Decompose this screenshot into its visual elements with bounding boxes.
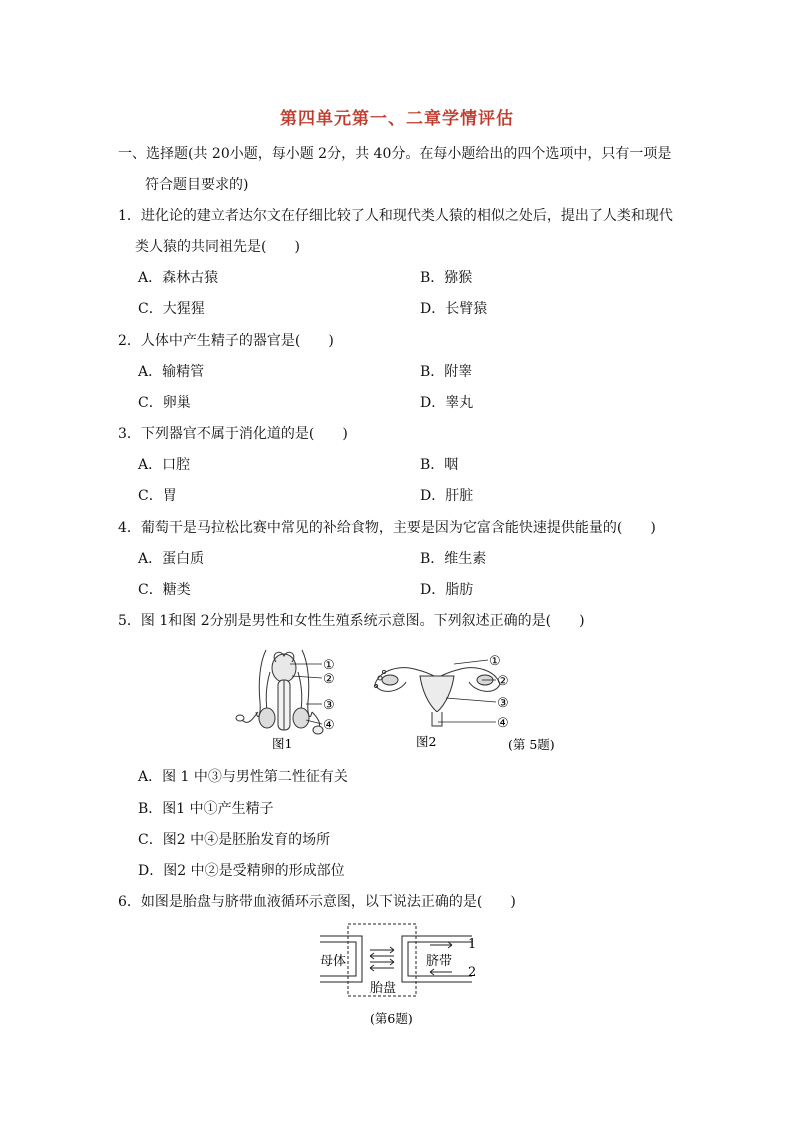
question-5-stem: 5．图 1和图 2分别是男性和女性生殖系统示意图。下列叙述正确的是( ) <box>118 613 585 629</box>
question-4-option-a[interactable]: A．蛋白质 <box>138 551 205 567</box>
arrow-2-label: 2 <box>468 965 477 980</box>
section-instruction-line1: 一、选择题(共 20小题，每小题 2分，共 40分。在每小题给出的四个选项中，只有一项是 <box>118 146 672 162</box>
question-2-option-d[interactable]: D．睾丸 <box>420 395 474 411</box>
question-3-stem: 3．下列器官不属于消化道的是( ) <box>118 426 348 442</box>
question-3-option-d[interactable]: D．肝脏 <box>420 488 474 504</box>
fig1-marker-4: ④ <box>323 718 335 733</box>
question-4-option-d[interactable]: D．脂肪 <box>420 582 474 598</box>
fig1-marker-2: ② <box>323 672 335 687</box>
question-3-option-a[interactable]: A．口腔 <box>138 457 191 473</box>
figure-6-placenta-circulation <box>312 920 492 1030</box>
fig2-marker-2: ② <box>497 674 509 689</box>
female-reproductive-icon <box>374 668 500 726</box>
question-5-option-b[interactable]: B．图1 中①产生精子 <box>138 801 274 817</box>
figure-5-caption: (第 5题) <box>508 737 555 752</box>
question-5-option-c[interactable]: C．图2 中④是胚胎发育的场所 <box>138 832 331 848</box>
question-2-option-b[interactable]: B．附睾 <box>420 364 473 380</box>
fig2-marker-4: ④ <box>497 716 509 731</box>
placenta-diagram-icon <box>312 920 492 1030</box>
arrow-1-label: 1 <box>468 937 477 952</box>
placenta-label: 胎盘 <box>370 981 397 996</box>
question-4-option-b[interactable]: B．维生素 <box>420 551 487 567</box>
figure-5-reproductive-systems <box>230 642 570 754</box>
reproductive-diagram-icon <box>230 642 570 754</box>
question-5-option-d[interactable]: D．图2 中②是受精卵的形成部位 <box>138 863 345 879</box>
question-2-stem: 2．人体中产生精子的器官是( ) <box>118 333 334 349</box>
figure-6-caption: (第6题) <box>370 1011 413 1026</box>
umbilical-label: 脐带 <box>426 954 453 969</box>
fig1-marker-3: ③ <box>323 698 335 713</box>
question-1-option-b[interactable]: B．猕猴 <box>420 270 473 286</box>
exchange-arrows-icon <box>370 947 394 971</box>
male-reproductive-icon <box>236 650 323 734</box>
fig1-label: 图1 <box>272 736 293 751</box>
fig2-label: 图2 <box>416 734 437 749</box>
mother-label: 母体 <box>320 954 347 969</box>
question-3-option-c[interactable]: C．胃 <box>138 488 177 504</box>
question-1-option-d[interactable]: D．长臂猿 <box>420 301 488 317</box>
question-6-stem: 6．如图是胎盘与脐带血液循环示意图，以下说法正确的是( ) <box>118 894 516 910</box>
page-title: 第四单元第一、二章学情评估 <box>280 109 514 129</box>
question-1-stem-cont: 类人猿的共同祖先是( ) <box>135 239 300 255</box>
question-2-option-c[interactable]: C．卵巢 <box>138 395 191 411</box>
fig2-marker-3: ③ <box>497 696 509 711</box>
fig2-marker-1: ① <box>489 654 501 669</box>
question-3-option-b[interactable]: B．咽 <box>420 457 459 473</box>
question-5-option-a[interactable]: A．图 1 中③与男性第二性征有关 <box>138 769 348 785</box>
question-1-option-c[interactable]: C．大猩猩 <box>138 301 205 317</box>
question-2-option-a[interactable]: A．输精管 <box>138 364 205 380</box>
question-4-option-c[interactable]: C．糖类 <box>138 582 191 598</box>
question-1-stem: 1．进化论的建立者达尔文在仔细比较了人和现代类人猿的相似之处后，提出了人类和现代 <box>118 208 673 224</box>
question-1-option-a[interactable]: A．森林古猿 <box>138 270 219 286</box>
section-instruction-line2: 符合题目要求的) <box>145 177 249 193</box>
fig1-marker-1: ① <box>323 658 335 673</box>
question-4-stem: 4．葡萄干是马拉松比赛中常见的补给食物，主要是因为它富含能快速提供能量的( ) <box>118 520 656 536</box>
